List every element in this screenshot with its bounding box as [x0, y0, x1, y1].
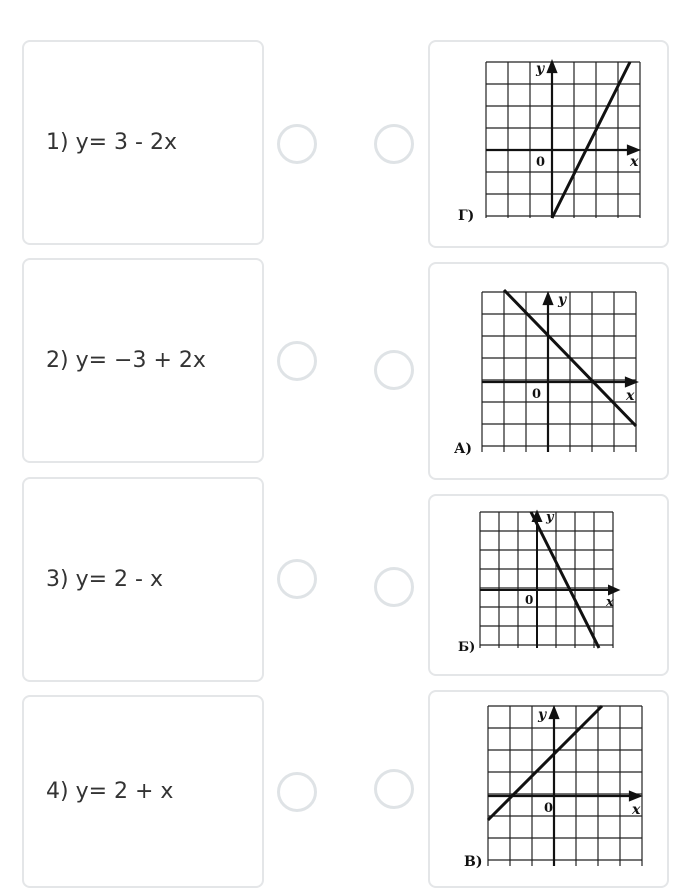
graph-connector-1[interactable] [374, 124, 414, 164]
equation-connector-3[interactable] [277, 559, 317, 599]
graph-b-origin-label: 0 [525, 593, 534, 607]
graph-connector-4[interactable] [374, 769, 414, 809]
graph-g-letter: Г) [458, 208, 475, 224]
equation-label-1: 1) y= 3 - 2x [46, 130, 177, 155]
graph-v-letter: В) [464, 854, 483, 870]
graph-a-x-label: x [626, 388, 635, 404]
graph-b-y-label: y [546, 510, 554, 525]
equation-card-1[interactable] [22, 40, 264, 245]
graph-b-letter: Б) [458, 640, 476, 655]
equation-label-4: 4) y= 2 + x [46, 779, 174, 804]
graph-b-x-label: x [606, 595, 614, 610]
graph-a [452, 290, 638, 460]
equation-connector-1[interactable] [277, 124, 317, 164]
graph-card-2[interactable] [428, 262, 669, 480]
graph-g-x-label: x [630, 154, 639, 170]
equation-connector-4[interactable] [277, 772, 317, 812]
graph-v-origin-label: 0 [544, 801, 554, 816]
graph-g-y-label: y [536, 61, 545, 77]
equation-connector-2[interactable] [277, 341, 317, 381]
graph-g-origin-label: 0 [536, 155, 546, 170]
graph-a-origin-label: 0 [532, 387, 542, 402]
graph-g [452, 58, 638, 228]
graph-v-x-label: x [632, 802, 641, 818]
graph-a-letter: А) [454, 441, 473, 457]
equation-label-2: 2) y= −3 + 2x [46, 348, 206, 373]
graph-connector-3[interactable] [374, 567, 414, 607]
graph-v [452, 704, 641, 874]
equation-label-3: 3) y= 2 - x [46, 567, 163, 592]
graph-card-1[interactable] [428, 40, 669, 248]
graph-b [456, 508, 626, 658]
graph-v-y-label: y [538, 707, 547, 723]
equation-card-4[interactable] [22, 695, 264, 888]
graph-card-4[interactable] [428, 690, 669, 888]
graph-a-y-label: y [558, 292, 567, 308]
equation-card-2[interactable] [22, 258, 264, 463]
graph-connector-2[interactable] [374, 350, 414, 390]
equation-card-3[interactable] [22, 477, 264, 682]
graph-card-3[interactable] [428, 494, 669, 676]
